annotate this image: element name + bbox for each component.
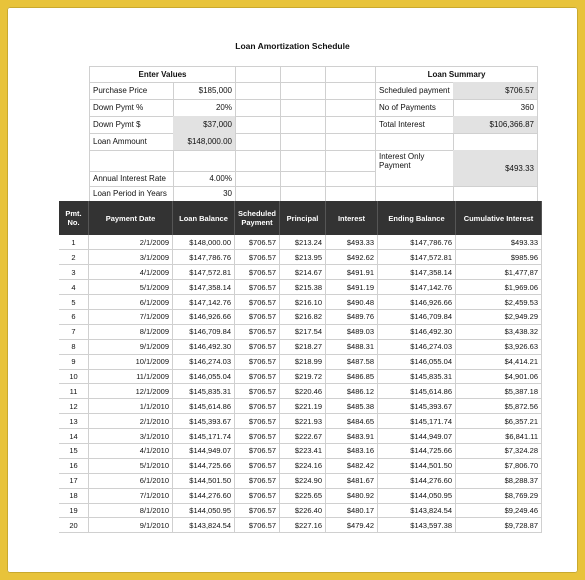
down-pct-label: Down Pymt % (89, 99, 174, 117)
table-row (59, 414, 542, 429)
purchase-price-value: $185,000 (173, 82, 236, 100)
interest-cell: $483.16 (326, 443, 378, 458)
cumulative-interest-cell: $9,249.46 (456, 503, 542, 518)
loan-balance-cell: $146,055.04 (173, 369, 235, 384)
col-payment-date: Payment Date (89, 201, 173, 235)
interest-cell: $491.91 (326, 265, 378, 280)
pmt-no-cell: 5 (59, 295, 89, 310)
interest-cell: $483.91 (326, 429, 378, 444)
ending-balance-cell: $146,492.30 (378, 324, 456, 339)
table-row (59, 354, 542, 369)
pmt-no-cell: 6 (59, 309, 89, 324)
empty-cell (325, 99, 376, 117)
empty-cell (280, 150, 326, 172)
table-row (59, 235, 542, 250)
interest-cell: $481.67 (326, 473, 378, 488)
loan-balance-cell: $143,824.54 (173, 518, 235, 533)
empty-cell (280, 99, 326, 117)
empty-cell (235, 171, 281, 187)
payment-date-cell: 6/1/2009 (89, 295, 173, 310)
total-interest-value: $106,366.87 (453, 116, 538, 134)
cumulative-interest-cell: $6,357.21 (456, 414, 542, 429)
empty-cell (325, 150, 376, 172)
purchase-price-label: Purchase Price (89, 82, 174, 100)
cumulative-interest-cell: $985.96 (456, 250, 542, 265)
interest-cell: $486.85 (326, 369, 378, 384)
scheduled-payment-cell: $706.57 (235, 488, 280, 503)
pmt-no-cell: 15 (59, 443, 89, 458)
ending-balance-cell: $146,055.04 (378, 354, 456, 369)
table-row (59, 458, 542, 473)
scheduled-payment-cell: $706.57 (235, 250, 280, 265)
table-row (59, 518, 542, 533)
pmt-no-cell: 17 (59, 473, 89, 488)
interest-cell: $480.17 (326, 503, 378, 518)
cumulative-interest-cell: $1,477,87 (456, 265, 542, 280)
table-row (59, 324, 542, 339)
col-interest: Interest (326, 201, 378, 235)
cumulative-interest-cell: $4,414.21 (456, 354, 542, 369)
table-row (59, 473, 542, 488)
down-amt-label: Down Pymt $ (89, 116, 174, 134)
down-pct-value: 20% (173, 99, 236, 117)
ending-balance-cell: $145,614.86 (378, 384, 456, 399)
table-row (59, 369, 542, 384)
ending-balance-cell: $145,393.67 (378, 399, 456, 414)
rate-label: Annual Interest Rate (89, 171, 174, 187)
pmt-no-cell: 9 (59, 354, 89, 369)
scheduled-payment-cell: $706.57 (235, 309, 280, 324)
principal-cell: $216.10 (280, 295, 326, 310)
payment-date-cell: 7/1/2010 (89, 488, 173, 503)
ending-balance-cell: $144,050.95 (378, 488, 456, 503)
table-row (59, 250, 542, 265)
pmt-no-cell: 1 (59, 235, 89, 250)
interest-cell: $486.12 (326, 384, 378, 399)
table-row (59, 429, 542, 444)
loan-balance-cell: $144,050.95 (173, 503, 235, 518)
col-pmt-no: Pmt. No. (59, 201, 89, 235)
payment-date-cell: 7/1/2009 (89, 309, 173, 324)
cumulative-interest-cell: $2,459.53 (456, 295, 542, 310)
col-cumulative-interest: Cumulative Interest (456, 201, 542, 235)
blank (375, 186, 454, 202)
blank (453, 133, 538, 151)
principal-cell: $224.16 (280, 458, 326, 473)
ending-balance-cell: $145,171.74 (378, 414, 456, 429)
scheduled-payment-cell: $706.57 (235, 280, 280, 295)
pmt-no-cell: 3 (59, 265, 89, 280)
scheduled-payment-cell: $706.57 (235, 265, 280, 280)
principal-cell: $227.16 (280, 518, 326, 533)
ending-balance-cell: $147,572.81 (378, 250, 456, 265)
loan-balance-cell: $146,492.30 (173, 339, 235, 354)
principal-cell: $215.38 (280, 280, 326, 295)
empty-cell (280, 171, 326, 187)
principal-cell: $221.19 (280, 399, 326, 414)
loan-balance-cell: $145,171.74 (173, 429, 235, 444)
period-label: Loan Period in Years (89, 186, 174, 202)
payment-date-cell: 9/1/2009 (89, 339, 173, 354)
loan-balance-cell: $147,358.14 (173, 280, 235, 295)
table-row (59, 295, 542, 310)
principal-cell: $218.99 (280, 354, 326, 369)
ending-balance-cell: $144,949.07 (378, 429, 456, 444)
loan-balance-cell: $144,501.50 (173, 473, 235, 488)
ending-balance-cell: $146,274.03 (378, 339, 456, 354)
cumulative-interest-cell: $7,806.70 (456, 458, 542, 473)
cumulative-interest-cell: $1,969.06 (456, 280, 542, 295)
interest-cell: $484.65 (326, 414, 378, 429)
loan-balance-cell: $146,709.84 (173, 324, 235, 339)
table-row (59, 443, 542, 458)
num-payments-label: No of Payments (375, 99, 454, 117)
total-interest-label: Total Interest (375, 116, 454, 134)
ending-balance-cell: $144,725.66 (378, 443, 456, 458)
ending-balance-cell: $146,926.66 (378, 295, 456, 310)
principal-cell: $223.41 (280, 443, 326, 458)
principal-cell: $217.54 (280, 324, 326, 339)
interest-cell: $487.58 (326, 354, 378, 369)
empty-cell (235, 99, 281, 117)
rate-value: 4.00% (173, 171, 236, 187)
empty-cell (325, 186, 376, 202)
blank (375, 133, 454, 151)
empty-cell (325, 171, 376, 187)
loan-balance-cell: $145,835.31 (173, 384, 235, 399)
page-title: Loan Amortization Schedule (235, 41, 350, 51)
loan-balance-cell: $144,949.07 (173, 443, 235, 458)
scheduled-payment-cell: $706.57 (235, 369, 280, 384)
ending-balance-cell: $145,835.31 (378, 369, 456, 384)
ending-balance-cell: $147,358.14 (378, 265, 456, 280)
col-loan-balance: Loan Balance (173, 201, 235, 235)
principal-cell: $213.95 (280, 250, 326, 265)
col-ending-balance: Ending Balance (378, 201, 456, 235)
scheduled-payment-cell: $706.57 (235, 235, 280, 250)
loan-balance-cell: $147,572.81 (173, 265, 235, 280)
ending-balance-cell: $144,501.50 (378, 458, 456, 473)
ending-balance-cell: $143,824.54 (378, 503, 456, 518)
loan-balance-cell: $144,725.66 (173, 458, 235, 473)
pmt-no-cell: 20 (59, 518, 89, 533)
payment-date-cell: 5/1/2009 (89, 280, 173, 295)
scheduled-payment-cell: $706.57 (235, 458, 280, 473)
pmt-no-cell: 8 (59, 339, 89, 354)
payment-date-cell: 2/1/2009 (89, 235, 173, 250)
scheduled-payment-cell: $706.57 (235, 354, 280, 369)
payment-date-cell: 2/1/2010 (89, 414, 173, 429)
scheduled-payment-cell: $706.57 (235, 518, 280, 533)
table-row (59, 280, 542, 295)
payment-date-cell: 1/1/2010 (89, 399, 173, 414)
pmt-no-cell: 14 (59, 429, 89, 444)
loan-balance-cell: $145,614.86 (173, 399, 235, 414)
payment-date-cell: 10/1/2009 (89, 354, 173, 369)
interest-cell: $490.48 (326, 295, 378, 310)
pmt-no-cell: 18 (59, 488, 89, 503)
principal-cell: $225.65 (280, 488, 326, 503)
cumulative-interest-cell: $3,438.32 (456, 324, 542, 339)
loan-balance-cell: $148,000.00 (173, 235, 235, 250)
empty-cell (325, 133, 376, 151)
scheduled-payment-cell: $706.57 (235, 384, 280, 399)
enter-values-header: Enter Values (89, 66, 236, 83)
blank-row (173, 150, 236, 172)
principal-cell: $221.93 (280, 414, 326, 429)
table-row (59, 265, 542, 280)
pmt-no-cell: 12 (59, 399, 89, 414)
interest-cell: $479.42 (326, 518, 378, 533)
period-value: 30 (173, 186, 236, 202)
cumulative-interest-cell: $8,769.29 (456, 488, 542, 503)
ending-balance-cell: $147,786.76 (378, 235, 456, 250)
payment-date-cell: 5/1/2010 (89, 458, 173, 473)
loan-balance-cell: $144,276.60 (173, 488, 235, 503)
interest-cell: $493.33 (326, 235, 378, 250)
interest-cell: $489.03 (326, 324, 378, 339)
principal-cell: $214.67 (280, 265, 326, 280)
interest-cell: $482.42 (326, 458, 378, 473)
cumulative-interest-cell: $5,872.56 (456, 399, 542, 414)
cumulative-interest-cell: $3,926.63 (456, 339, 542, 354)
cumulative-interest-cell: $5,387.18 (456, 384, 542, 399)
scheduled-payment-cell: $706.57 (235, 295, 280, 310)
pmt-no-cell: 13 (59, 414, 89, 429)
pmt-no-cell: 11 (59, 384, 89, 399)
cumulative-interest-cell: $4,901.06 (456, 369, 542, 384)
payment-date-cell: 4/1/2009 (89, 265, 173, 280)
pmt-no-cell: 7 (59, 324, 89, 339)
principal-cell: $213.24 (280, 235, 326, 250)
col-scheduled-payment: Scheduled Payment (235, 201, 280, 235)
table-row (59, 384, 542, 399)
empty-cell (235, 186, 281, 202)
pmt-no-cell: 2 (59, 250, 89, 265)
empty-cell (280, 66, 326, 83)
empty-cell (280, 82, 326, 100)
scheduled-payment-cell: $706.57 (235, 429, 280, 444)
cumulative-interest-cell: $9,728.87 (456, 518, 542, 533)
empty-cell (280, 116, 326, 134)
loan-amount-value: $148,000.00 (173, 133, 236, 151)
interest-cell: $491.19 (326, 280, 378, 295)
principal-cell: $216.82 (280, 309, 326, 324)
empty-cell (280, 133, 326, 151)
scheduled-payment-cell: $706.57 (235, 473, 280, 488)
principal-cell: $218.27 (280, 339, 326, 354)
loan-balance-cell: $147,142.76 (173, 295, 235, 310)
cumulative-interest-cell: $7,324.28 (456, 443, 542, 458)
interest-cell: $480.92 (326, 488, 378, 503)
down-amt-value: $37,000 (173, 116, 236, 134)
amortization-table (59, 201, 542, 533)
scheduled-payment-cell: $706.57 (235, 443, 280, 458)
loan-balance-cell: $145,393.67 (173, 414, 235, 429)
scheduled-payment-cell: $706.57 (235, 339, 280, 354)
principal-cell: $222.67 (280, 429, 326, 444)
loan-balance-cell: $146,926.66 (173, 309, 235, 324)
loan-summary-header: Loan Summary (375, 66, 538, 83)
blank (453, 186, 538, 202)
empty-cell (325, 66, 376, 83)
principal-cell: $226.40 (280, 503, 326, 518)
interest-only-value: $493.33 (453, 150, 538, 187)
empty-cell (235, 66, 281, 83)
payment-date-cell: 4/1/2010 (89, 443, 173, 458)
pmt-no-cell: 16 (59, 458, 89, 473)
table-row (59, 503, 542, 518)
col-principal: Principal (280, 201, 326, 235)
interest-only-label: Interest Only Payment (375, 150, 454, 187)
cumulative-interest-cell: $493.33 (456, 235, 542, 250)
cumulative-interest-cell: $2,949.29 (456, 309, 542, 324)
interest-cell: $492.62 (326, 250, 378, 265)
loan-balance-cell: $147,786.76 (173, 250, 235, 265)
scheduled-payment-cell: $706.57 (235, 503, 280, 518)
payment-date-cell: 11/1/2009 (89, 369, 173, 384)
pmt-no-cell: 19 (59, 503, 89, 518)
interest-cell: $489.76 (326, 309, 378, 324)
empty-cell (235, 150, 281, 172)
principal-cell: $224.90 (280, 473, 326, 488)
scheduled-payment-cell: $706.57 (235, 399, 280, 414)
loan-amount-label: Loan Ammount (89, 133, 174, 151)
blank-row (89, 150, 174, 172)
table-row (59, 488, 542, 503)
table-header-row (59, 201, 542, 235)
ending-balance-cell: $143,597.38 (378, 518, 456, 533)
empty-cell (235, 82, 281, 100)
payment-date-cell: 12/1/2009 (89, 384, 173, 399)
principal-cell: $220.46 (280, 384, 326, 399)
loan-balance-cell: $146,274.03 (173, 354, 235, 369)
empty-cell (235, 133, 281, 151)
num-payments-value: 360 (453, 99, 538, 117)
payment-date-cell: 3/1/2010 (89, 429, 173, 444)
scheduled-payment-cell: $706.57 (235, 414, 280, 429)
ending-balance-cell: $144,276.60 (378, 473, 456, 488)
table-row (59, 339, 542, 354)
payment-date-cell: 8/1/2010 (89, 503, 173, 518)
principal-cell: $219.72 (280, 369, 326, 384)
pmt-no-cell: 10 (59, 369, 89, 384)
table-row (59, 399, 542, 414)
payment-date-cell: 9/1/2010 (89, 518, 173, 533)
scheduled-label: Scheduled payment (375, 82, 454, 100)
table-row (59, 309, 542, 324)
payment-date-cell: 3/1/2009 (89, 250, 173, 265)
empty-cell (325, 82, 376, 100)
cumulative-interest-cell: $6,841.11 (456, 429, 542, 444)
interest-cell: $488.31 (326, 339, 378, 354)
payment-date-cell: 6/1/2010 (89, 473, 173, 488)
cumulative-interest-cell: $8,288.37 (456, 473, 542, 488)
scheduled-value: $706.57 (453, 82, 538, 100)
ending-balance-cell: $146,709.84 (378, 309, 456, 324)
empty-cell (325, 116, 376, 134)
payment-date-cell: 8/1/2009 (89, 324, 173, 339)
empty-cell (280, 186, 326, 202)
ending-balance-cell: $147,142.76 (378, 280, 456, 295)
pmt-no-cell: 4 (59, 280, 89, 295)
empty-cell (235, 116, 281, 134)
scheduled-payment-cell: $706.57 (235, 324, 280, 339)
interest-cell: $485.38 (326, 399, 378, 414)
